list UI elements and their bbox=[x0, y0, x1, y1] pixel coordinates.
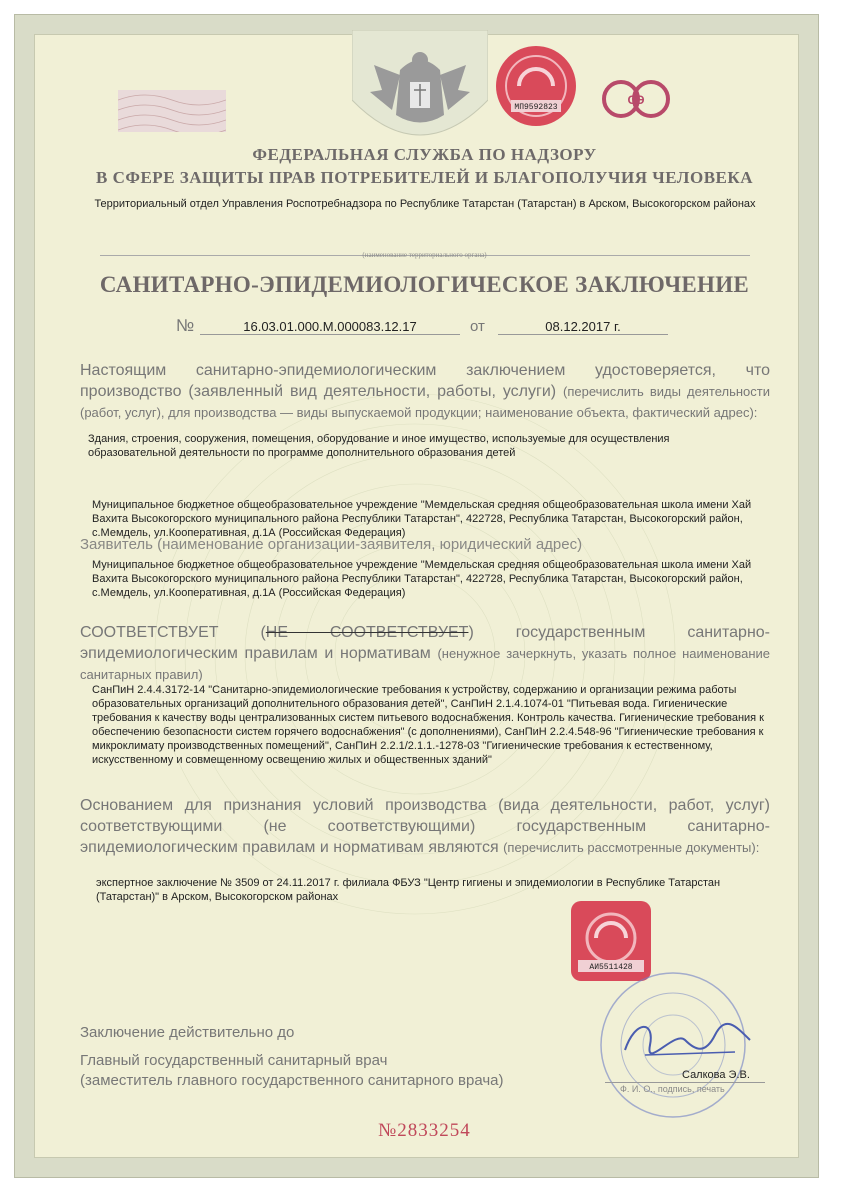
activity-description: Здания, строения, сооружения, помещения, оборудование и иное имущество, используемые для осуществления образовательной деятельности по программе дополнительного образования детей bbox=[88, 433, 670, 459]
sanitary-rules: СанПиН 2.4.4.3172-14 "Санитарно-эпидемиологические требования к устройству, содержанию и организации режима работы образовательных организаций дополнительного образования детей", СанПиН 2.1.4.1074-01 "Питьевая вода. Гигиенические требования к качеству воды централизованных систем питьевого водоснабжения. Контроль качества. Гигиенические требования к обеспечению безопасности систем горячего водоснабжения" (с дополнениями), СанПиН 2.2.4.548-96 "Гигиенические требования к микроклимату производственных помещений", СанПиН 2.2.1/2.1.1.-1278-03 "Гигиенические требования к естественному, искусственному и совмещенному освещению жилых и общественных зданий" bbox=[92, 684, 764, 766]
number-label: № bbox=[176, 316, 195, 335]
signature-line bbox=[605, 1082, 765, 1083]
hologram-strip bbox=[118, 90, 226, 132]
document-title: САНИТАРНО-ЭПИДЕМИОЛОГИЧЕСКОЕ ЗАКЛЮЧЕНИЕ bbox=[99, 272, 750, 297]
basis-lead-large: Основанием для признания условий производства (вида деятельности, работ, услуг) соответствующими (не соответствующими) государственным санитарно-эпидемиологическим правилам и нормативам являются bbox=[80, 797, 770, 856]
validity-label: Заключение действительно до bbox=[80, 1024, 295, 1041]
date-label: от bbox=[470, 318, 485, 335]
certificate-number: 16.03.01.000.М.000083.12.17 bbox=[200, 319, 460, 335]
compliance-rest: государственным санитарно-эпидемиологическим правилам и нормативам bbox=[80, 624, 770, 662]
close-paren: ) bbox=[468, 624, 474, 641]
facility-description: Муниципальное бюджетное общеобразовательное учреждение "Мемдельская средняя общеобразовательная школа имени Хай Вахита Высокогорского муниципального района Республики Татарстан", 422728, Республика Татарстан, Высокогорский район, с.Мемдель, ул.Кооперативная, д.1А (Российская Федерация) bbox=[92, 499, 752, 539]
compliance-hint: (ненужное зачеркнуть, указать полное наименование санитарных правил) bbox=[80, 646, 770, 682]
signatory-title-line-2: (заместитель главного государственного санитарного врача) bbox=[80, 1072, 504, 1089]
open-paren: ( bbox=[260, 624, 266, 641]
statement-lead-small: (перечислить виды деятельности (работ, услуг), для производства — виды выпускаемой продукции; наименование объекта, фактический адрес): bbox=[80, 384, 770, 420]
territorial-caption: (наименование территориального органа) bbox=[362, 251, 487, 259]
hologram-seal-icon bbox=[495, 45, 577, 127]
agency-line-2: В СФЕРЕ ЗАЩИТЫ ПРАВ ПОТРЕБИТЕЛЕЙ И БЛАГОПОЛУЧИЯ ЧЕЛОВЕКА bbox=[96, 168, 753, 187]
applicant-label: Заявитель (наименование организации-заявителя, юридический адрес) bbox=[80, 536, 583, 553]
applicant-value: Муниципальное бюджетное общеобразовательное учреждение "Мемдельская средняя общеобразовательная школа имени Хай Вахита Высокогорского муниципального района Республики Татарстан", 422728, Республика Татарстан, Высокогорский район, с.Мемдель, ул.Кооперативная, д.1А (Российская Федерация) bbox=[92, 559, 752, 599]
agency-line-1: ФЕДЕРАЛЬНАЯ СЛУЖБА ПО НАДЗОРУ bbox=[252, 145, 597, 164]
svg-text:СЭ: СЭ bbox=[627, 93, 645, 107]
compliance-statement bbox=[80, 622, 770, 685]
not-complies-struck: НЕ СООТВЕТСТВУЕТ bbox=[265, 624, 469, 641]
serial-number: №2833254 bbox=[378, 1120, 471, 1141]
basis-lead-small: (перечислить рассмотренные документы): bbox=[503, 840, 760, 855]
svg-text:АИ5511428: АИ5511428 bbox=[589, 963, 633, 972]
signature-icon bbox=[615, 1010, 755, 1070]
basis-statement bbox=[80, 795, 770, 858]
signatory-title-line-1: Главный государственный санитарный врач bbox=[80, 1052, 388, 1069]
certification-mark-icon bbox=[600, 78, 672, 120]
territorial-body: Территориальный отдел Управления Роспотребнадзора по Республике Татарстан (Татарстан) в Арском, Высокогорском районах bbox=[94, 198, 756, 210]
complies-word: СООТВЕТСТВУЕТ bbox=[80, 624, 219, 641]
signatory-caption: Ф. И. О., подпись, печать bbox=[620, 1084, 725, 1094]
signatory-name: Салкова Э.В. bbox=[682, 1069, 750, 1081]
statement-lead-large: Настоящим санитарно-эпидемиологическим заключением удостоверяется, что производство (заявленный вид деятельности, работы, услуги) bbox=[80, 362, 770, 400]
basis-documents: экспертное заключение № 3509 от 24.11.2017 г. филиала ФБУЗ "Центр гигиены и эпидемиологии в Республике Татарстан (Татарстан)" в Арском, Высокогорском районах bbox=[96, 877, 721, 903]
svg-text:MП9592823: MП9592823 bbox=[514, 103, 558, 112]
certificate-date: 08.12.2017 г. bbox=[498, 319, 668, 335]
emblem-icon bbox=[352, 30, 488, 155]
statement-lead bbox=[80, 360, 770, 423]
